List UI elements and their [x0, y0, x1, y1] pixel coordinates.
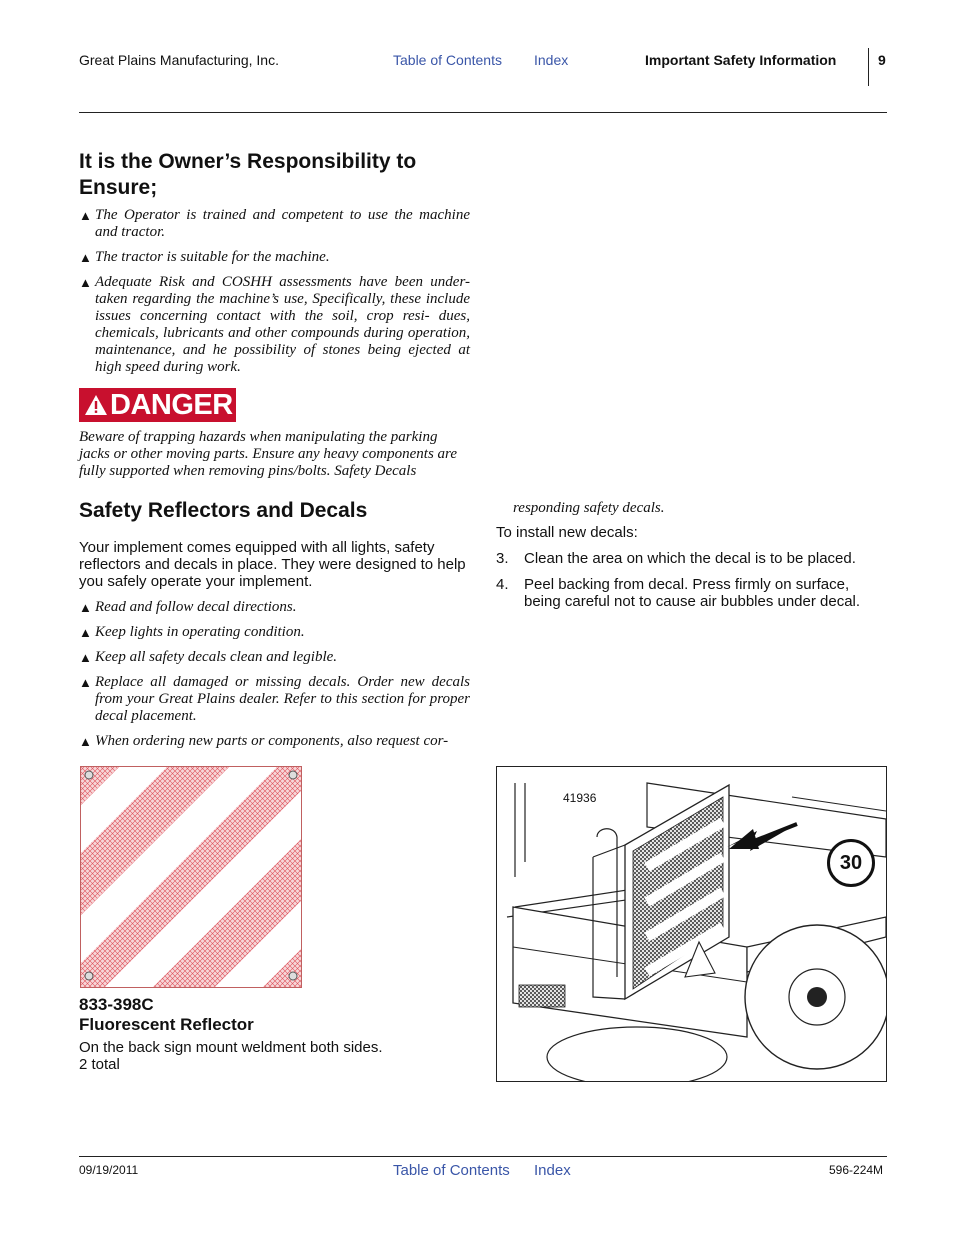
machine-drawing — [497, 767, 886, 1081]
owner-bullet: ▲ The tractor is suitable for the machine. — [79, 249, 330, 265]
install-intro: To install new decals: — [496, 524, 638, 541]
footer-doc-number: 596-224M — [829, 1163, 884, 1177]
decal-bullet: ▲ Keep all safety decals clean and legible. — [79, 649, 338, 665]
company-name: Great Plains Manufacturing, Inc. — [79, 52, 279, 68]
reflector-location: On the back sign mount weldment both sides. — [79, 1039, 383, 1056]
figure-id: 41936 — [563, 791, 597, 805]
decals-intro: Your implement comes equipped with all lights, safety reflectors and decals in place. They were designed to help you safely operate your implement. — [79, 539, 466, 590]
decal-bullet: ▲ When ordering new parts or components, also request cor- — [79, 733, 449, 749]
index-link[interactable]: Index — [534, 52, 569, 68]
decals-heading: Safety Reflectors and Decals — [79, 499, 368, 522]
decal-bullet: ▲ Read and follow decal directions. — [79, 599, 297, 615]
decal-location-figure — [496, 766, 887, 1082]
reflector-part-number: 833-398C — [79, 995, 154, 1014]
triangle-bullet-icon: ▲ — [79, 208, 92, 223]
reflector-quantity: 2 total — [79, 1056, 120, 1073]
install-step: 4. Peel backing from decal. Press firmly on surface, being careful not to cause air bubbles under decal. — [496, 576, 861, 610]
owner-heading: It is the Owner’s Responsibility to Ensure; — [79, 150, 417, 199]
header-divider — [868, 48, 869, 86]
triangle-bullet-icon: ▲ — [79, 275, 92, 290]
triangle-bullet-icon: ▲ — [79, 650, 92, 665]
owner-bullet: ▲ Adequate Risk and COSHH assessments have been under- taken regarding the machine’s use, Specifically, these include issues concerning contact with the soil, crop resi- dues, chemicals, lubricants and other compounds during operation, maintenance, and he possibility of stones being ejected at high speed during work. — [79, 274, 470, 375]
danger-text: DANGER — [110, 388, 233, 421]
owner-bullet: ▲ The Operator is trained and competent to use the machine and tractor. — [79, 207, 470, 240]
danger-message: Beware of trapping hazards when manipulating the parking jacks or other moving parts. Ensure any heavy components are fully supported when removing pins/bolts. Safety Decals — [79, 429, 457, 479]
danger-label — [79, 388, 236, 422]
speed-badge: 30 — [827, 839, 875, 887]
decal-bullet: ▲ Keep lights in operating condition. — [79, 624, 305, 640]
triangle-bullet-icon: ▲ — [79, 734, 92, 749]
reflector-decal-image — [80, 766, 302, 988]
triangle-bullet-icon: ▲ — [79, 600, 92, 615]
footer-rule — [79, 1156, 887, 1157]
footer-toc-link[interactable]: Table of Contents — [393, 1162, 510, 1179]
install-step: 3. Clean the area on which the decal is to be placed. — [496, 550, 856, 567]
triangle-bullet-icon: ▲ — [79, 625, 92, 640]
header-rule — [79, 112, 887, 113]
bullet-continuation: responding safety decals. — [513, 500, 665, 516]
footer-date: 09/19/2011 — [79, 1163, 139, 1177]
decal-bullet: ▲ Replace all damaged or missing decals. Order new decals from your Great Plains dealer. Refer to this section for proper decal placement. — [79, 674, 470, 724]
triangle-bullet-icon: ▲ — [79, 675, 92, 690]
footer-index-link[interactable]: Index — [534, 1162, 571, 1179]
reflector-name: Fluorescent Reflector — [79, 1015, 254, 1034]
triangle-bullet-icon: ▲ — [79, 250, 92, 265]
toc-link[interactable]: Table of Contents — [393, 52, 502, 68]
page-number: 9 — [878, 52, 886, 68]
warning-triangle-icon — [84, 393, 108, 417]
section-title: Important Safety Information — [645, 52, 837, 68]
